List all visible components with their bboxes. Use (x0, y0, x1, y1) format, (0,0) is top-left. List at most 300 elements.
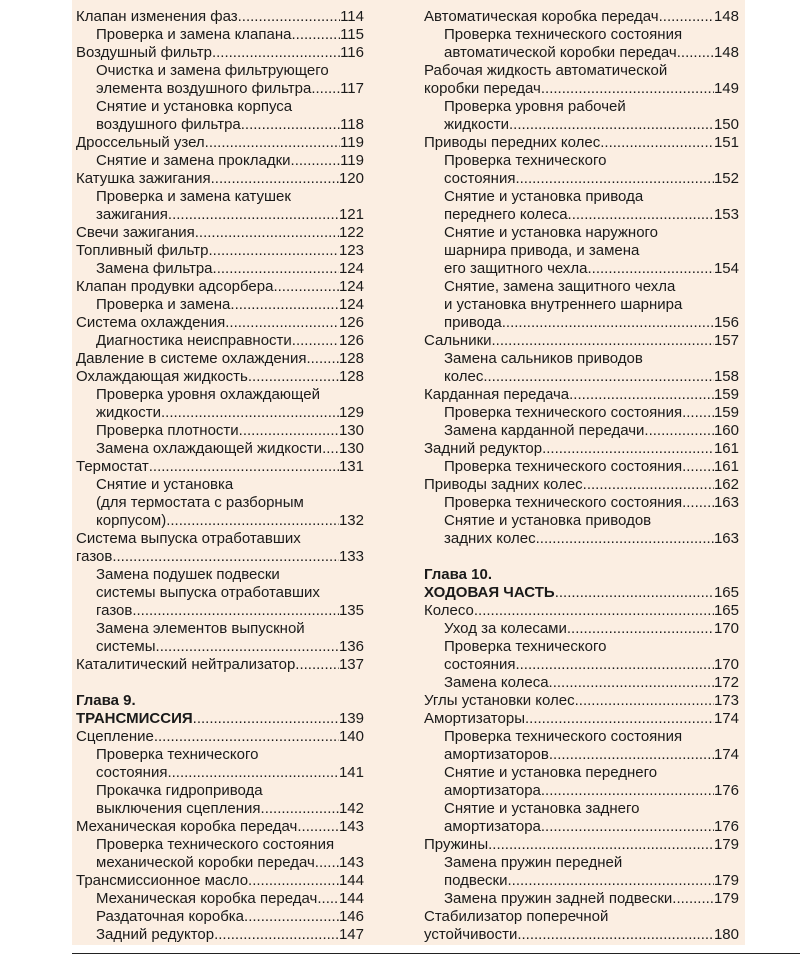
toc-entry-title: Трансмиссионное масло (76, 872, 249, 889)
dot-leader (542, 440, 714, 458)
toc-entry-title: Раздаточная коробка (96, 908, 245, 925)
dot-leader (488, 836, 714, 854)
toc-entry[interactable] (424, 692, 739, 710)
page-number: 123 (338, 242, 364, 259)
toc-entry[interactable] (424, 476, 739, 494)
toc-entry-title: автоматической коробки передач (444, 44, 677, 61)
dot-leader (297, 818, 339, 836)
toc-entry[interactable] (76, 818, 364, 836)
toc-subentry[interactable] (424, 278, 739, 332)
dot-leader (239, 422, 339, 440)
toc-entry-title: зажигания (96, 206, 168, 223)
toc-subentry[interactable] (424, 728, 739, 764)
dot-leader (588, 260, 714, 278)
dot-leader (230, 296, 339, 314)
page-number: 179 (713, 872, 739, 889)
toc-subentry[interactable] (76, 152, 364, 170)
toc-entry-title: амортизаторов (444, 746, 549, 763)
toc-entry-title: Карданная передача (424, 386, 570, 403)
toc-entry[interactable] (76, 872, 364, 890)
dot-leader (273, 278, 339, 296)
dot-leader (225, 314, 339, 332)
dot-leader (166, 512, 339, 530)
dot-leader (241, 116, 340, 134)
toc-entry[interactable] (424, 332, 739, 350)
dot-leader (156, 638, 339, 656)
toc-entry-text-line: Снятие, замена защитного чехла (444, 278, 676, 295)
dot-leader (549, 746, 714, 764)
toc-subentry[interactable] (424, 188, 739, 224)
toc-subentry[interactable] (424, 98, 739, 134)
page-number: 154 (713, 260, 739, 277)
toc-entry-text-line: Снятие и установка переднего (444, 764, 658, 781)
page-number: 136 (338, 638, 364, 655)
toc-entry-text-line: Снятие и установка приводов (444, 512, 652, 529)
toc-subentry[interactable] (424, 764, 739, 800)
toc-entry-title: устойчивости (424, 926, 518, 943)
page-number: 159 (713, 386, 739, 403)
toc-entry[interactable] (424, 440, 739, 458)
toc-entry-title: элемента воздушного фильтра (96, 80, 312, 97)
toc-entry-title: Механическая коробка передач (76, 818, 298, 835)
toc-entry[interactable] (76, 44, 364, 62)
toc-entry-text-line: и установка внутреннего шарнира (444, 296, 683, 313)
dot-leader (502, 314, 714, 332)
toc-entry-text-line: Замена элементов выпускной (96, 620, 305, 637)
toc-entry-title: амортизатора (444, 782, 541, 799)
toc-entry-title: Дроссельный узел (76, 134, 205, 151)
page-number: 129 (338, 404, 364, 421)
toc-entry[interactable] (424, 710, 739, 728)
toc-subentry[interactable] (76, 260, 364, 278)
toc-entry-text-line: Система выпуска отработавших (76, 530, 301, 547)
toc-entry[interactable] (424, 602, 739, 620)
page-number: 126 (338, 314, 364, 331)
dot-leader (306, 350, 339, 368)
toc-entry-title: Сальники (424, 332, 492, 349)
toc-entry-text-line: (для термостата с разборным (96, 494, 304, 511)
dot-leader (600, 134, 714, 152)
toc-entry-title: амортизатора (444, 818, 541, 835)
chapter-heading: Глава 10. (424, 566, 493, 583)
bottom-rule (72, 953, 800, 954)
toc-entry-title: состояния (444, 656, 516, 673)
toc-entry-title: Проверка технического состояния (444, 404, 683, 421)
toc-entry-title: Задний редуктор (424, 440, 543, 457)
dot-leader (154, 728, 339, 746)
toc-subentry[interactable] (76, 440, 364, 458)
toc-entry-title: Каталитический нейтрализатор (76, 656, 296, 673)
toc-entry[interactable] (76, 278, 364, 296)
page-number: 173 (713, 692, 739, 709)
toc-entry-title: Охлаждающая жидкость (76, 368, 248, 385)
toc-entry[interactable] (76, 530, 364, 566)
toc-entry-title: Механическая коробка передач (96, 890, 318, 907)
toc-entry-title: Приводы передних колес (424, 134, 601, 151)
dot-leader (295, 656, 339, 674)
toc-subentry[interactable] (76, 422, 364, 440)
dot-leader (291, 152, 341, 170)
page-number: 133 (338, 548, 364, 565)
toc-entry-text-line: Рабочая жидкость автоматической (424, 62, 668, 79)
dot-leader (568, 206, 714, 224)
toc-subentry[interactable] (76, 188, 364, 224)
toc-entry[interactable] (424, 836, 739, 854)
toc-entry-title: коробки передач (424, 80, 541, 97)
dot-leader (659, 8, 714, 26)
dot-leader (483, 368, 714, 386)
page-number: 176 (713, 818, 739, 835)
dot-leader (555, 584, 714, 602)
page-number: 116 (340, 44, 364, 61)
toc-entry[interactable] (76, 458, 364, 476)
toc-entry-title: Проверка технического состояния (444, 494, 683, 511)
toc-subentry[interactable] (76, 476, 364, 530)
toc-entry-title: Проверка и замена (96, 296, 231, 313)
toc-entry[interactable] (76, 170, 364, 188)
toc-entry-title: ХОДОВАЯ ЧАСТЬ (424, 584, 555, 601)
page-number: 122 (338, 224, 364, 241)
toc-entry-title: привода (444, 314, 502, 331)
dot-leader (213, 260, 339, 278)
toc-entry-title: Углы установки колес (424, 692, 575, 709)
toc-subentry[interactable] (424, 800, 739, 836)
page-number: 153 (713, 206, 739, 223)
page-number: 118 (340, 116, 364, 133)
toc-entry-title: состояния (444, 170, 516, 187)
page-number: 159 (713, 404, 739, 421)
toc-entry-title: Снятие и замена прокладки (96, 152, 291, 169)
page-number: 146 (338, 908, 364, 925)
toc-entry[interactable] (424, 134, 739, 152)
page-number: 128 (338, 368, 364, 385)
toc-subentry[interactable] (424, 620, 739, 638)
page-number: 144 (338, 872, 364, 889)
dot-leader (515, 170, 714, 188)
toc-subentry[interactable] (424, 224, 739, 278)
page-number: 163 (713, 530, 739, 547)
toc-column-right (424, 8, 739, 944)
toc-entry-text-line: Снятие и установка заднего (444, 800, 640, 817)
toc-entry-title: системы (96, 638, 156, 655)
toc-entry-title: Замена пружин задней подвески (444, 890, 673, 907)
dot-leader (474, 602, 714, 620)
toc-entry-text-line: Проверка и замена катушек (96, 188, 291, 205)
page-number: 124 (338, 260, 364, 277)
dot-leader (168, 206, 339, 224)
toc-entry-title: состояния (96, 764, 168, 781)
dot-leader (682, 494, 714, 512)
dot-leader (261, 800, 339, 818)
page-number: 170 (713, 620, 739, 637)
toc-entry-title: Сцепление (76, 728, 154, 745)
page-number: 114 (340, 8, 364, 25)
toc-subentry[interactable] (76, 98, 364, 134)
dot-leader (112, 548, 339, 566)
dot-leader (161, 404, 339, 422)
page-number: 174 (713, 746, 739, 763)
toc-entry-text-line: Стабилизатор поперечной (424, 908, 609, 925)
dot-leader (149, 458, 339, 476)
toc-subentry[interactable] (76, 26, 364, 44)
toc-entry-text-line: Прокачка гидропривода (96, 782, 263, 799)
page-number: 158 (713, 368, 739, 385)
toc-entry-title: Автоматическая коробка передач (424, 8, 659, 25)
toc-subentry[interactable] (424, 26, 739, 62)
page-number: 119 (340, 152, 364, 169)
page-number: 160 (713, 422, 739, 439)
dot-leader (525, 710, 714, 728)
toc-subentry[interactable] (424, 422, 739, 440)
dot-leader (209, 242, 339, 260)
page-number: 161 (713, 440, 739, 457)
toc-subentry[interactable] (424, 890, 739, 908)
toc-entry-title: Топливный фильтр (76, 242, 209, 259)
page-number: 130 (338, 422, 364, 439)
toc-subentry[interactable] (424, 512, 739, 548)
toc-entry-title: Клапан продувки адсорбера (76, 278, 274, 295)
toc-entry[interactable] (76, 224, 364, 242)
toc-entry-text-line: Проверка технического состояния (444, 728, 683, 745)
page-number: 124 (338, 278, 364, 295)
dot-leader (682, 458, 714, 476)
toc-entry-text-line: Снятие и установка наружного (444, 224, 659, 241)
toc-entry-title: газов (76, 548, 113, 565)
toc-subentry[interactable] (76, 620, 364, 656)
page-number: 148 (713, 44, 739, 61)
dot-leader (536, 530, 714, 548)
dot-leader (515, 656, 714, 674)
page-number: 131 (338, 458, 364, 475)
dot-leader (583, 476, 714, 494)
dot-leader (291, 26, 340, 44)
page-number: 143 (338, 818, 364, 835)
toc-entry-title: газов (96, 602, 133, 619)
toc-column-left (76, 8, 364, 944)
toc-entry-title: Замена карданной передачи (444, 422, 645, 439)
toc-entry-title: Диагностика неисправности (96, 332, 292, 349)
toc-entry[interactable] (424, 908, 739, 944)
toc-subentry[interactable] (76, 386, 364, 422)
toc-subentry[interactable] (76, 836, 364, 872)
toc-subentry[interactable] (424, 638, 739, 674)
toc-entry-text-line: Снятие и установка (96, 476, 234, 493)
page-number: 140 (338, 728, 364, 745)
dot-leader (193, 710, 339, 728)
dot-leader (167, 764, 339, 782)
dot-leader (682, 404, 714, 422)
toc-entry-title: Проверка технического состояния (444, 458, 683, 475)
toc-subentry[interactable] (76, 296, 364, 314)
toc-entry-text-line: Замена сальников приводов (444, 350, 643, 367)
toc-entry-text-line: Снятие и установка корпуса (96, 98, 293, 115)
dot-leader (541, 80, 714, 98)
dot-leader (569, 386, 714, 404)
toc-entry-title: Катушка зажигания (76, 170, 211, 187)
dot-leader (292, 332, 339, 350)
toc-entry[interactable] (76, 8, 364, 26)
toc-entry-text-line: Проверка технического (444, 638, 607, 655)
page-number: 141 (338, 764, 364, 781)
dot-leader (575, 692, 714, 710)
toc-subentry[interactable] (76, 890, 364, 908)
page-number: 163 (713, 494, 739, 511)
toc-entry-title: Воздушный фильтр (76, 44, 212, 61)
page-number: 172 (713, 674, 739, 691)
page-number: 165 (713, 602, 739, 619)
toc-entry-title: воздушного фильтра (96, 116, 241, 133)
dot-leader (248, 872, 339, 890)
toc-entry-title: механической коробки передач (96, 854, 315, 871)
dot-leader (244, 908, 339, 926)
page-number: 135 (338, 602, 364, 619)
page-number: 115 (340, 26, 364, 43)
toc-entry-title: Проверка плотности (96, 422, 239, 439)
dot-leader (541, 782, 714, 800)
page-number: 165 (713, 584, 739, 601)
toc-entry-title: Уход за колесами (444, 620, 567, 637)
toc-entry-text-line: Проверка уровня рабочей (444, 98, 626, 115)
dot-leader (132, 602, 339, 620)
page-number: 130 (338, 440, 364, 457)
page-number: 179 (713, 890, 739, 907)
toc-subentry[interactable] (424, 350, 739, 386)
toc-entry[interactable] (76, 242, 364, 260)
page-number: 147 (338, 926, 364, 943)
toc-entry-title: Пружины (424, 836, 489, 853)
toc-entry[interactable] (76, 656, 364, 674)
page-number: 117 (340, 80, 364, 97)
toc-entry-title: Проверка и замена клапана (96, 26, 292, 43)
page-number: 176 (713, 782, 739, 799)
page-number: 120 (338, 170, 364, 187)
page-number: 174 (713, 710, 739, 727)
toc-entry-text-line: Проверка уровня охлаждающей (96, 386, 320, 403)
toc-entry-text-line: Проверка технического (444, 152, 607, 169)
spacer (424, 548, 739, 566)
toc-entry-title: Задний редуктор (96, 926, 215, 943)
toc-subentry[interactable] (76, 332, 364, 350)
toc-subentry[interactable] (76, 746, 364, 782)
page-number: 121 (338, 206, 364, 223)
dot-leader (677, 44, 714, 62)
page-number: 162 (713, 476, 739, 493)
chapter-heading: Глава 9. (76, 692, 136, 709)
page-number: 144 (338, 890, 364, 907)
toc-entry[interactable] (76, 728, 364, 746)
toc-entry-text-line: Очистка и замена фильтрующего (96, 62, 329, 79)
toc-entry[interactable] (76, 350, 364, 368)
dot-leader (214, 926, 339, 944)
toc-entry[interactable] (76, 368, 364, 386)
toc-subentry[interactable] (424, 152, 739, 188)
toc-entry-title: корпусом) (96, 512, 167, 529)
toc-entry-title: жидкости (96, 404, 161, 421)
toc-subentry[interactable] (424, 854, 739, 890)
toc-subentry[interactable] (424, 674, 739, 692)
page-number: 180 (713, 926, 739, 943)
chapter-title-entry[interactable] (76, 710, 364, 728)
page-number: 152 (713, 170, 739, 187)
toc-subentry[interactable] (76, 926, 364, 944)
toc-subentry[interactable] (424, 494, 739, 512)
toc-entry[interactable] (424, 62, 739, 98)
toc-entry-title: Давление в системе охлаждения (76, 350, 307, 367)
page-number: 157 (713, 332, 739, 349)
dot-leader (238, 8, 340, 26)
page-number: 150 (713, 116, 739, 133)
dot-leader (509, 116, 714, 134)
dot-leader (517, 926, 714, 944)
toc-entry-text-line: Замена пружин передней (444, 854, 623, 871)
page-number: 139 (338, 710, 364, 727)
toc-entry-title: Замена охлаждающей жидкости (96, 440, 323, 457)
page-number: 170 (713, 656, 739, 673)
toc-entry-title: жидкости (444, 116, 509, 133)
toc-entry-text-line: Замена подушек подвески (96, 566, 280, 583)
toc-entry-title: переднего колеса (444, 206, 568, 223)
toc-subentry[interactable] (424, 458, 739, 476)
toc-entry[interactable] (424, 8, 739, 26)
toc-entry-text-line: Проверка технического (96, 746, 259, 763)
toc-entry[interactable] (76, 314, 364, 332)
dot-leader (248, 368, 339, 386)
dot-leader (212, 44, 340, 62)
toc-entry[interactable] (76, 134, 364, 152)
toc-entry[interactable] (424, 386, 739, 404)
dot-leader (317, 890, 339, 908)
toc-subentry[interactable] (76, 566, 364, 620)
dot-leader (205, 134, 340, 152)
page-number: 143 (338, 854, 364, 871)
toc-subentry[interactable] (76, 908, 364, 926)
page-number: 156 (713, 314, 739, 331)
dot-leader (567, 620, 714, 638)
toc-subentry[interactable] (76, 62, 364, 98)
toc-entry-title: Свечи зажигания (76, 224, 195, 241)
toc-entry-text-line: Проверка технического состояния (444, 26, 683, 43)
page-number: 119 (340, 134, 364, 151)
toc-entry-title: его защитного чехла (444, 260, 588, 277)
toc-entry-title: колес (444, 368, 484, 385)
dot-leader (507, 872, 713, 890)
page-number: 126 (338, 332, 364, 349)
dot-leader (541, 818, 714, 836)
page-number: 124 (338, 296, 364, 313)
page-number: 179 (713, 836, 739, 853)
toc-subentry[interactable] (424, 404, 739, 422)
toc-entry-title: Замена фильтра (96, 260, 213, 277)
dot-leader (315, 854, 339, 872)
dot-leader (549, 674, 714, 692)
toc-entry-text-line: Проверка технического состояния (96, 836, 335, 853)
toc-entry-title: ТРАНСМИССИЯ (76, 710, 193, 727)
toc-entry-text-line: Снятие и установка привода (444, 188, 644, 205)
page-number: 148 (713, 8, 739, 25)
toc-subentry[interactable] (76, 782, 364, 818)
toc-entry-title: Система охлаждения (76, 314, 226, 331)
chapter-title-entry[interactable] (424, 584, 739, 602)
dot-leader (322, 440, 339, 458)
toc-entry-title: Термостат (76, 458, 149, 475)
toc-entry-title: задних колес (444, 530, 536, 547)
toc-entry-title: выключения сцепления (96, 800, 261, 817)
toc-entry-title: подвески (444, 872, 508, 889)
toc-entry-title: Приводы задних колес (424, 476, 583, 493)
toc-entry-title: Амортизаторы (424, 710, 525, 727)
page-number: 142 (338, 800, 364, 817)
page-number: 128 (338, 350, 364, 367)
